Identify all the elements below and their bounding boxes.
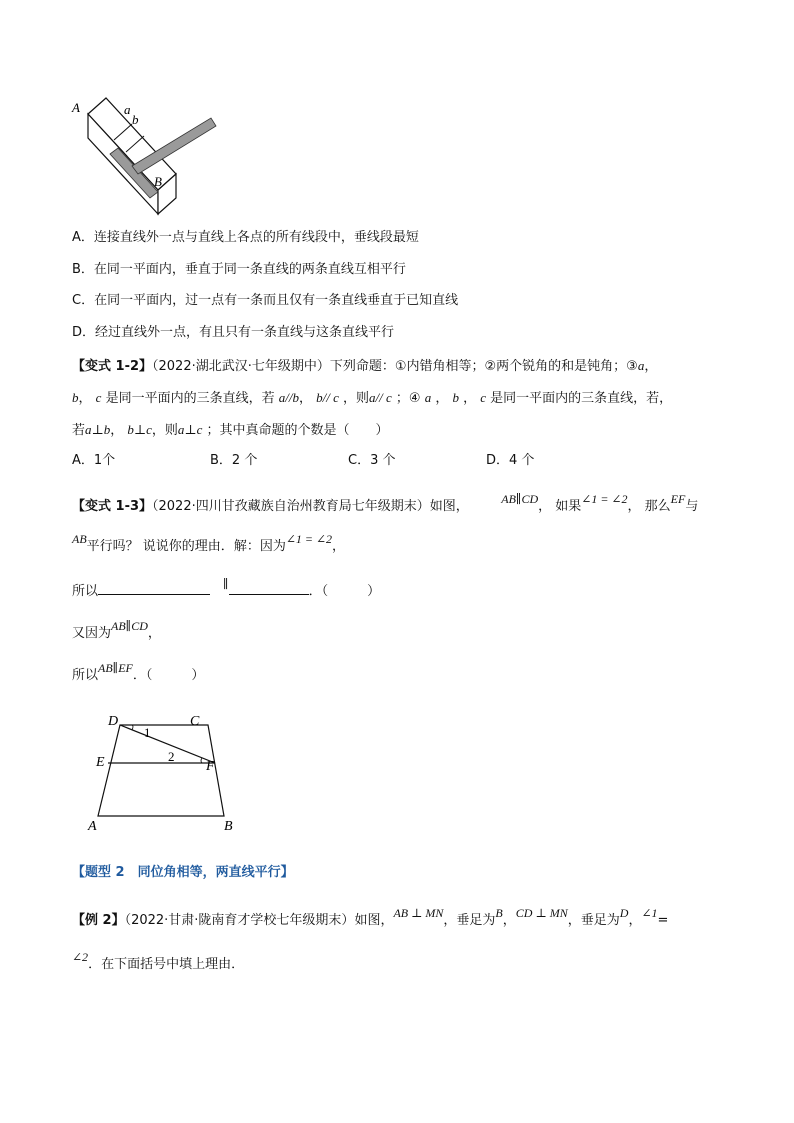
fig1-label-a: a bbox=[124, 102, 131, 117]
ex2-source: （2022·甘肃·陇南育才学校七年级期末） bbox=[124, 913, 355, 928]
fig2-label-E: E bbox=[96, 755, 105, 770]
q13-line4: 又因为AB∥CD， bbox=[72, 619, 161, 641]
option-a: A．连接直线外一点与直线上各点的所有线段中，垂线段最短 bbox=[72, 230, 419, 245]
q12-stem: 下列命题：①内错角相等；②两个锐角的和是钝角；③ bbox=[329, 359, 638, 374]
fig1-label-A: A bbox=[72, 100, 80, 115]
fill-blank-2[interactable] bbox=[229, 582, 309, 595]
q12-line1: 【变式 1-2】（2022·湖北武汉·七年级期中）下列命题：①内错角相等；②两个锐角的和是钝角；③a， bbox=[72, 358, 658, 374]
fig2-label-1: 1 bbox=[144, 725, 151, 740]
q12-line3: 若a⊥b， b⊥c，则a⊥c ；其中真命题的个数是（ ） bbox=[72, 422, 389, 438]
q12-option-c: C．3 个 bbox=[348, 453, 396, 468]
ex2-line2: ∠2．在下面括号中填上理由． bbox=[72, 950, 245, 972]
fill-blank-1[interactable] bbox=[98, 582, 210, 595]
fig2-label-A: A bbox=[88, 819, 97, 834]
option-b: B．在同一平面内，垂直于同一条直线的两条直线互相平行 bbox=[72, 262, 406, 277]
option-d: D．经过直线外一点，有且只有一条直线与这条直线平行 bbox=[72, 325, 395, 340]
q13-line2: AB平行吗？ 说说你的理由．解：因为∠1 = ∠2， bbox=[72, 532, 346, 554]
q12-option-a: A．1个 bbox=[72, 453, 116, 468]
q12-tag: 【变式 1-2】 bbox=[72, 359, 153, 374]
fig2-label-B: B bbox=[224, 819, 233, 834]
fig1-label-b: b bbox=[132, 112, 139, 127]
q13-line3: 所以 ∥ ．（ ） bbox=[72, 577, 381, 599]
fig1-label-B: B bbox=[154, 174, 162, 189]
fig2-label-F: F bbox=[206, 759, 215, 774]
q13-line5: 所以AB∥EF．（ ） bbox=[72, 661, 205, 683]
trapezoid-figure bbox=[80, 708, 250, 838]
option-c: C．在同一平面内，过一点有一条而且仅有一条直线垂直于已知直线 bbox=[72, 293, 459, 308]
q13-tag: 【变式 1-3】 bbox=[72, 499, 153, 514]
q12-line2: b， c 是同一平面内的三条直线，若 a//b， b// c ，则a// c ；④ a ， b ， c 是同一平面内的三条直线，若， bbox=[72, 390, 673, 406]
section-title-type2: 【题型 2 同位角相等，两直线平行】 bbox=[72, 865, 294, 880]
q13-source: （2022·四川甘孜藏族自治州教育局七年级期末） bbox=[152, 499, 430, 514]
q13-line1: 【变式 1-3】（2022·四川甘孜藏族自治州教育局七年级期末）如图， AB∥CD， 如果∠1 = ∠2， 那么EF与 bbox=[72, 492, 699, 514]
ruler-figure bbox=[66, 92, 236, 222]
q12-source: （2022·湖北武汉·七年级期中） bbox=[152, 359, 330, 374]
ex2-tag: 【例 2】 bbox=[72, 913, 125, 928]
fig2-label-2: 2 bbox=[168, 749, 175, 764]
ex2-line1: 【例 2】（2022·甘肃·陇南育才学校七年级期末）如图，AB ⊥ MN，垂足为B，CD ⊥ MN，垂足为D，∠1= bbox=[72, 906, 669, 928]
fig2-label-D: D bbox=[108, 714, 119, 729]
fig2-label-C: C bbox=[190, 714, 200, 729]
q12-option-d: D．4 个 bbox=[486, 453, 535, 468]
q12-option-b: B．2 个 bbox=[210, 453, 258, 468]
